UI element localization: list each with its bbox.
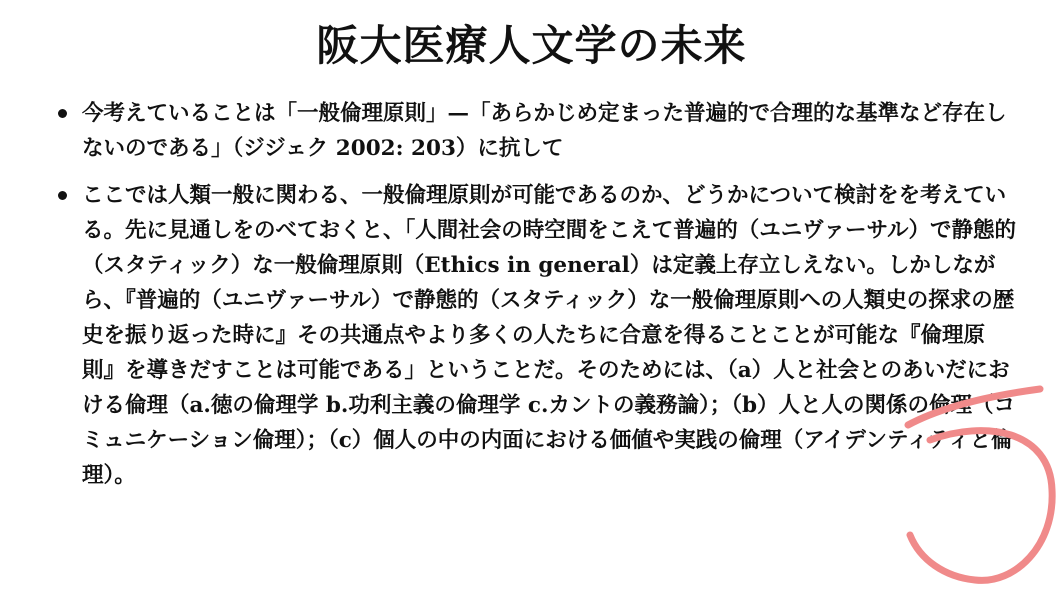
bullet-dot-icon	[58, 191, 67, 200]
slide-title: 阪大医療人文学の未来	[316, 21, 747, 70]
bullet-text: ここでは人類一般に関わる、一般倫理原則が可能であるのか、どうかについて検討をを考えている。先に見通しをのべておくと、「人間社会の時空間をこえて普遍的（ユニヴァーサル）で静態的（スタティック）な一般倫理原則（Ethics in general）は定義上存立しえない。しかしながら、『普遍的（ユニヴァーサル）で静態的（スタティック）な一般倫理原則への人類史の探求の歴史を振り返った時に』その共通点やより多くの人たちに合意を得ることことが可能な『倫理原則』を導きだすことは可能である」ということだ。そのためには、（a）人と社会とのあいだにおける倫理（a.徳の倫理学 b.功利主義の倫理学 c.カントの義務論）；（b）人と人の関係の倫理（コミュニケーション倫理）；（c）個人の中の内面における価値や実践の倫理（アイデンティティと倫理）。	[82, 183, 1016, 488]
bullet-dot-icon	[58, 109, 67, 118]
bullet-item	[56, 96, 1016, 166]
pen-stroke	[908, 389, 1052, 580]
bullet-item	[56, 178, 1016, 493]
bullet-list	[56, 96, 1016, 505]
bullet-text: 今考えていることは「一般倫理原則」—「あらかじめ定まった普遍的で合理的な基準など存在しないのである」（ジジェク 2002: 203）に抗して	[82, 101, 1007, 161]
pen-annotation-icon	[890, 385, 1060, 590]
